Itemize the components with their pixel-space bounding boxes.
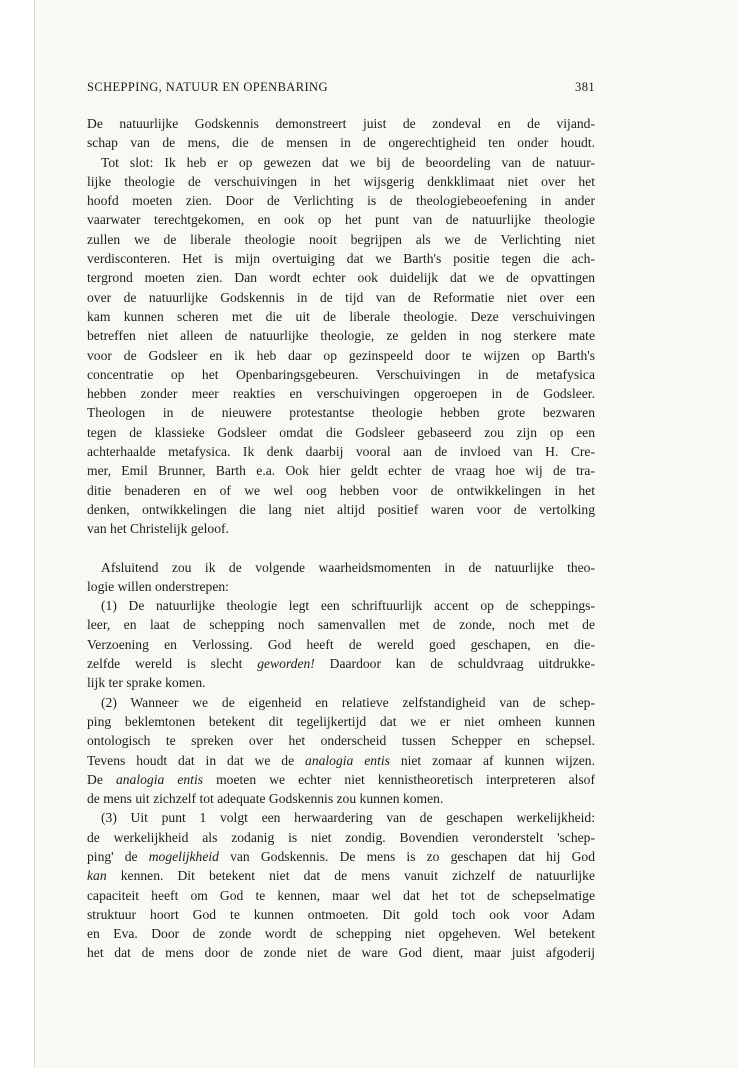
text-line: hebben zonder meer reakties en verschuivingen opgeroepen in de Godsleer. (87, 386, 595, 402)
italic-text: analogia entis (305, 752, 390, 768)
text-run: Daardoor kan de schuldvraag uitdrukke- (314, 656, 595, 672)
text-line (87, 770, 595, 789)
italic-text: kan (87, 868, 107, 884)
text-line: tergrond moeten zien. Dan wordt echter ook duidelijk dat we de opvattingen (87, 270, 595, 286)
page-number: 381 (575, 80, 595, 94)
text-line: denken, ontwikkelingen die lang niet altijd positief waren voor de vertolking (87, 501, 595, 517)
text-line: ontologisch te spreken over het onderscheid tussen Schepper en schepsel. (87, 733, 595, 749)
text-line: Afsluitend zou ik de volgende waarheidsmomenten in de natuurlijke theo- (101, 559, 595, 575)
paragraph (87, 558, 595, 597)
text-line: voor de Godsleer en ik heb daar op gezinspeeld door te wijzen op Barth's (87, 347, 595, 363)
text-line: (1) De natuurlijke theologie legt een schriftuurlijk accent op de scheppings- (101, 598, 595, 614)
running-head: SCHEPPING, NATUUR EN OPENBARING (87, 80, 328, 94)
text-line: de mens uit zichzelf tot adequate Godskennis zou kunnen komen. (87, 791, 444, 807)
text-line: en Eva. Door de zonde wordt de schepping niet opgeheven. Wel betekent (87, 926, 595, 942)
text-line: Theologen in de nieuwere protestantse theologie hebben grote bezwaren (87, 405, 595, 421)
paragraph (87, 114, 595, 153)
text-line (87, 654, 595, 673)
text-line: leer, en laat de schepping noch samenvallen met de zonde, noch met de (87, 617, 595, 633)
text-line: mer, Emil Brunner, Barth e.a. Ook hier geldt echter de vraag hoe wij de tra- (87, 463, 595, 479)
text-line: (3) Uit punt 1 volgt een herwaardering van de geschapen werkelijkheid: (101, 810, 595, 826)
text-line: verdisconteren. Het is mijn overtuiging dat we Barth's positie tegen die ach- (87, 251, 595, 267)
paragraph-gap (87, 539, 595, 558)
text-line: schap van de mens, die de mensen in de ongerechtigheid ten onder houdt. (87, 135, 595, 151)
page-left-margin (0, 0, 35, 1068)
text-line: concentratie op het Openbaringsgebeuren. Verschuivingen in de metafysica (87, 366, 595, 382)
text-line: betreffen niet alleen de natuurlijke theologie, ze gelden in nog sterkere mate (87, 328, 595, 344)
paragraph (87, 153, 595, 539)
italic-text: mogelijkheid (148, 848, 219, 864)
text-run: niet zomaar af kunnen wijzen. (389, 752, 595, 768)
text-line (87, 866, 595, 885)
text-run: zelfde wereld is slecht (87, 656, 258, 672)
text-line: ditie benaderen en of we wel oog hebben voor de ontwikkelingen in het (87, 482, 595, 498)
text-line: van het Christelijk geloof. (87, 521, 229, 537)
text-line: hoofd moeten zien. Door de Verlichting is de theologiebeoefening in ander (87, 193, 595, 209)
paragraph (87, 693, 595, 809)
text-line: lijk ter sprake komen. (87, 675, 206, 691)
text-line: kam kunnen scheren met die uit de liberale theologie. Deze verschuivingen (87, 308, 595, 324)
text-line: Tot slot: Ik heb er op gewezen dat we bij de beoordeling van de natuur- (101, 154, 595, 170)
text-line (87, 847, 595, 866)
text-line: lijke theologie de verschuivingen in het wijsgerig denkklimaat niet over het (87, 173, 595, 189)
text-line: Verzoening en Verlossing. God heeft de wereld goed geschapen, en die- (87, 636, 595, 652)
italic-text: geworden! (257, 656, 315, 672)
text-line: ping beklemtonen betekent dit tegelijkertijd dat we er niet omheen kunnen (87, 713, 595, 729)
text-line (87, 751, 595, 770)
text-line: vaarwater terechtgekomen, en ook op het punt van de natuurlijke theologie (87, 212, 595, 228)
text-line: de werkelijkheid als zodanig is niet zondig. Bovendien veronderstelt 'schep- (87, 829, 595, 845)
text-line: over de natuurlijke Godskennis in de tijd van de Reformatie niet over een (87, 289, 595, 305)
text-line: logie willen onderstrepen: (87, 578, 229, 594)
text-line: zullen we de liberale theologie nooit begrijpen als we de Verlichting niet (87, 231, 595, 247)
text-line: capaciteit heeft om God te kennen, maar wel dat het tot de schepselmatige (87, 887, 595, 903)
italic-text: analogia entis (115, 771, 204, 787)
text-run: De (87, 771, 116, 787)
text-line: het dat de mens door de zonde niet de ware God dient, maar juist afgoderij (87, 945, 595, 961)
paragraph (87, 596, 595, 692)
text-run: Tevens houdt dat in dat we de (87, 752, 306, 768)
text-line: tegen de klassieke Godsleer omdat die Godsleer gebaseerd zou zijn op een (87, 424, 595, 440)
text-run: van Godskennis. De mens is zo geschapen dat hij God (218, 848, 595, 864)
text-line: (2) Wanneer we de eigenheid en relatieve zelfstandigheid van de schep- (101, 694, 595, 710)
text-line: De natuurlijke Godskennis demonstreert juist de zondeval en de vijand- (87, 116, 595, 131)
body-text (87, 114, 595, 963)
text-line: struktuur hoort God te kunnen ontmoeten. Dit gold toch ook voor Adam (87, 906, 595, 922)
paragraph (87, 808, 595, 962)
text-line: achterhaalde metafysica. Ik denk daarbij vooral aan de invloed van H. Cre- (87, 444, 595, 460)
text-run: moeten we echter niet kennistheoretisch interpreteren alsof (203, 771, 595, 787)
text-run: kennen. Dit betekent niet dat de mens vanuit zichzelf de natuurlijke (106, 868, 595, 884)
text-run: ping' de (87, 848, 149, 864)
